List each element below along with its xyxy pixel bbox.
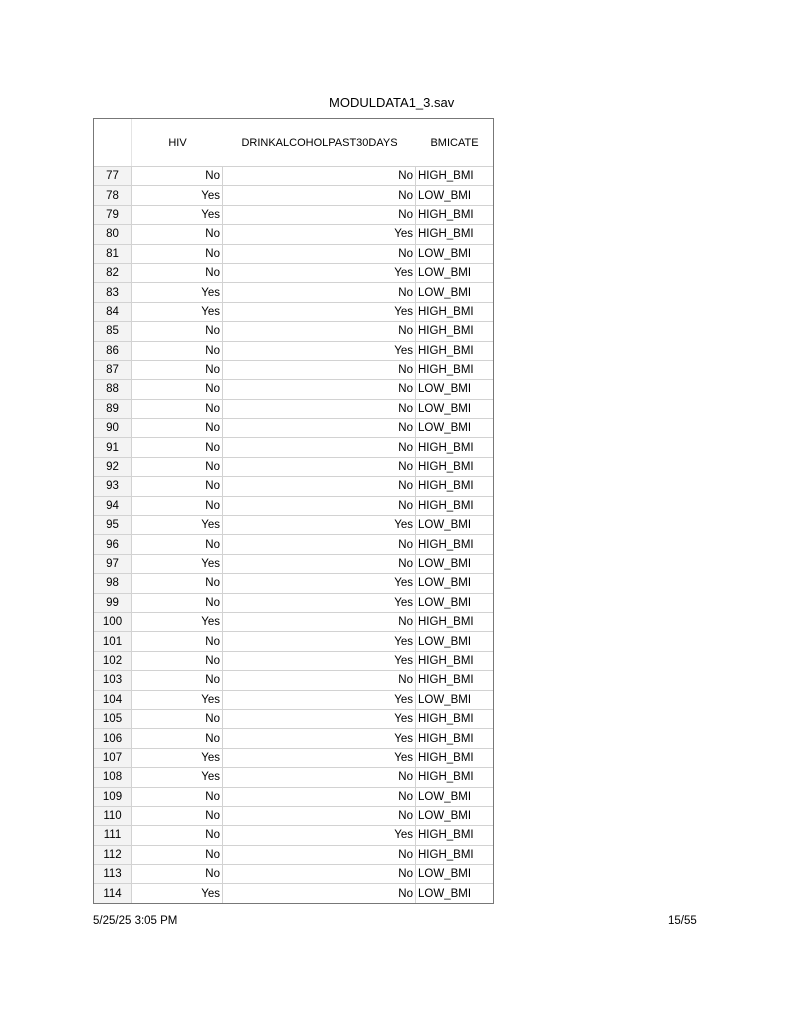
bmicate-cell: HIGH_BMI <box>418 461 474 474</box>
row-number-cell: 108 <box>94 768 132 786</box>
drinkalcohol-cell: No <box>223 555 416 573</box>
bmicate-cell: LOW_BMI <box>418 247 472 260</box>
drinkalcohol-cell: No <box>223 245 416 263</box>
row-number-cell: 85 <box>94 322 132 340</box>
drinkalcohol-cell: No <box>223 206 416 224</box>
table-header <box>94 119 493 166</box>
table-row <box>94 496 493 515</box>
row-number-cell: 86 <box>94 342 132 360</box>
hiv-cell: No <box>132 438 223 456</box>
table-row <box>94 709 493 728</box>
table-row <box>94 845 493 864</box>
hiv-cell: Yes <box>132 283 223 301</box>
hiv-cell: Yes <box>132 613 223 631</box>
row-number-cell: 94 <box>94 497 132 515</box>
table-row <box>94 748 493 767</box>
row-number-cell: 89 <box>94 400 132 418</box>
hiv-cell: No <box>132 322 223 340</box>
drinkalcohol-cell: No <box>223 186 416 204</box>
hiv-cell: No <box>132 865 223 883</box>
hiv-cell: Yes <box>132 768 223 786</box>
hiv-cell: Yes <box>132 555 223 573</box>
bmicate-cell: LOW_BMI <box>418 810 472 823</box>
drinkalcohol-cell: No <box>223 884 416 902</box>
hiv-cell: No <box>132 535 223 553</box>
bmicate-cell: LOW_BMI <box>418 383 472 396</box>
drinkalcohol-cell: Yes <box>223 342 416 360</box>
table-row <box>94 321 493 340</box>
bmicate-cell: HIGH_BMI <box>418 829 474 842</box>
table-row <box>94 399 493 418</box>
bmicate-cell: LOW_BMI <box>418 558 472 570</box>
bmicate-cell: LOW_BMI <box>418 286 472 299</box>
row-number-cell: 109 <box>94 788 132 806</box>
bmicate-cell: LOW_BMI <box>418 267 472 280</box>
drinkalcohol-cell: No <box>223 846 416 864</box>
hiv-cell: No <box>132 225 223 243</box>
table-row <box>94 534 493 553</box>
bmicate-cell: HIGH_BMI <box>418 713 474 726</box>
drinkalcohol-cell: Yes <box>223 710 416 728</box>
bmicate-cell: HIGH_BMI <box>418 654 474 667</box>
row-number-cell: 106 <box>94 729 132 747</box>
table-row <box>94 690 493 709</box>
table-row <box>94 554 493 573</box>
row-number-cell: 79 <box>94 206 132 224</box>
table-row <box>94 244 493 263</box>
hiv-cell: No <box>132 671 223 689</box>
row-number-cell: 100 <box>94 613 132 631</box>
table-row <box>94 224 493 243</box>
hiv-cell: No <box>132 807 223 825</box>
bmicate-cell: LOW_BMI <box>418 693 472 706</box>
table-row <box>94 806 493 825</box>
table-row <box>94 593 493 612</box>
bmicate-cell: LOW_BMI <box>418 868 472 881</box>
bmicate-cell: HIGH_BMI <box>418 674 474 687</box>
table-row <box>94 670 493 689</box>
bmicate-cell: HIGH_BMI <box>418 325 474 338</box>
drinkalcohol-cell: Yes <box>223 516 416 534</box>
hiv-cell: No <box>132 167 223 185</box>
table-row <box>94 418 493 437</box>
hiv-cell: No <box>132 729 223 747</box>
drinkalcohol-cell: No <box>223 865 416 883</box>
bmicate-cell: HIGH_BMI <box>418 441 474 454</box>
hiv-cell: No <box>132 826 223 844</box>
table-row <box>94 631 493 650</box>
bmicate-cell: HIGH_BMI <box>418 771 474 784</box>
bmicate-cell: HIGH_BMI <box>418 499 474 512</box>
bmicate-cell: LOW_BMI <box>418 189 472 202</box>
row-number-cell: 101 <box>94 632 132 650</box>
bmicate-cell: LOW_BMI <box>418 422 472 435</box>
hiv-cell: No <box>132 342 223 360</box>
bmicate-cell: HIGH_BMI <box>418 732 474 745</box>
table-row <box>94 651 493 670</box>
hiv-cell: No <box>132 419 223 437</box>
hiv-cell: No <box>132 400 223 418</box>
drinkalcohol-cell: No <box>223 438 416 456</box>
table-body <box>94 166 493 903</box>
table-row <box>94 282 493 301</box>
bmicate-cell: LOW_BMI <box>418 635 472 648</box>
header-cell-row-number <box>94 119 132 166</box>
drinkalcohol-cell: Yes <box>223 749 416 767</box>
row-number-cell: 84 <box>94 303 132 321</box>
row-number-cell: 102 <box>94 652 132 670</box>
header-cell-hiv: HIV <box>168 136 187 149</box>
table-row <box>94 476 493 495</box>
bmicate-cell: LOW_BMI <box>418 402 472 415</box>
header-cell-drinkalcoholpast30days: DRINKALCOHOLPAST30DAYS <box>241 136 398 149</box>
hiv-cell: No <box>132 574 223 592</box>
bmicate-cell: HIGH_BMI <box>418 480 474 493</box>
table-row <box>94 341 493 360</box>
drinkalcohol-cell: Yes <box>223 574 416 592</box>
hiv-cell: Yes <box>132 206 223 224</box>
table-row <box>94 205 493 224</box>
drinkalcohol-cell: No <box>223 380 416 398</box>
bmicate-cell: HIGH_BMI <box>418 616 474 629</box>
row-number-cell: 80 <box>94 225 132 243</box>
table-row <box>94 573 493 592</box>
row-number-cell: 91 <box>94 438 132 456</box>
row-number-cell: 93 <box>94 477 132 495</box>
table-row <box>94 728 493 747</box>
row-number-cell: 81 <box>94 245 132 263</box>
table-row <box>94 767 493 786</box>
row-number-cell: 114 <box>94 884 132 902</box>
bmicate-cell: LOW_BMI <box>418 887 472 900</box>
drinkalcohol-cell: No <box>223 613 416 631</box>
drinkalcohol-cell: Yes <box>223 729 416 747</box>
drinkalcohol-cell: Yes <box>223 826 416 844</box>
hiv-cell: No <box>132 497 223 515</box>
row-number-cell: 96 <box>94 535 132 553</box>
row-number-cell: 98 <box>94 574 132 592</box>
bmicate-cell: LOW_BMI <box>418 519 472 532</box>
drinkalcohol-cell: No <box>223 322 416 340</box>
drinkalcohol-cell: No <box>223 458 416 476</box>
row-number-cell: 103 <box>94 671 132 689</box>
table-row <box>94 457 493 476</box>
drinkalcohol-cell: No <box>223 167 416 185</box>
hiv-cell: No <box>132 264 223 282</box>
drinkalcohol-cell: No <box>223 768 416 786</box>
row-number-cell: 107 <box>94 749 132 767</box>
footer-datetime: 5/25/25 3:05 PM <box>93 915 178 927</box>
page-title: MODULDATA1_3.sav <box>329 95 455 110</box>
table-row <box>94 166 493 185</box>
data-table <box>93 118 494 904</box>
drinkalcohol-cell: No <box>223 361 416 379</box>
table-row <box>94 515 493 534</box>
table-row <box>94 185 493 204</box>
row-number-cell: 104 <box>94 691 132 709</box>
bmicate-cell: HIGH_BMI <box>418 228 474 241</box>
hiv-cell: No <box>132 477 223 495</box>
bmicate-cell: HIGH_BMI <box>418 170 474 183</box>
row-number-cell: 77 <box>94 167 132 185</box>
row-number-cell: 99 <box>94 594 132 612</box>
table-row <box>94 360 493 379</box>
row-number-cell: 110 <box>94 807 132 825</box>
row-number-cell: 113 <box>94 865 132 883</box>
hiv-cell: Yes <box>132 691 223 709</box>
bmicate-cell: HIGH_BMI <box>418 751 474 764</box>
row-number-cell: 97 <box>94 555 132 573</box>
row-number-cell: 87 <box>94 361 132 379</box>
hiv-cell: No <box>132 361 223 379</box>
drinkalcohol-cell: Yes <box>223 632 416 650</box>
header-cell-bmicate: BMICATE <box>430 136 479 149</box>
drinkalcohol-cell: No <box>223 788 416 806</box>
drinkalcohol-cell: No <box>223 477 416 495</box>
footer-page-number: 15/55 <box>668 915 697 927</box>
drinkalcohol-cell: No <box>223 535 416 553</box>
table-row <box>94 379 493 398</box>
drinkalcohol-cell: No <box>223 283 416 301</box>
bmicate-cell: HIGH_BMI <box>418 538 474 551</box>
bmicate-cell: HIGH_BMI <box>418 208 474 221</box>
table-row <box>94 302 493 321</box>
bmicate-cell: LOW_BMI <box>418 790 472 803</box>
bmicate-cell: HIGH_BMI <box>418 305 474 318</box>
row-number-cell: 90 <box>94 419 132 437</box>
hiv-cell: No <box>132 788 223 806</box>
hiv-cell: Yes <box>132 516 223 534</box>
hiv-cell: No <box>132 380 223 398</box>
drinkalcohol-cell: Yes <box>223 225 416 243</box>
row-number-cell: 83 <box>94 283 132 301</box>
drinkalcohol-cell: No <box>223 419 416 437</box>
row-number-cell: 78 <box>94 186 132 204</box>
hiv-cell: No <box>132 594 223 612</box>
row-number-cell: 92 <box>94 458 132 476</box>
drinkalcohol-cell: No <box>223 671 416 689</box>
table-row <box>94 437 493 456</box>
drinkalcohol-cell: No <box>223 807 416 825</box>
bmicate-cell: LOW_BMI <box>418 577 472 590</box>
row-number-cell: 105 <box>94 710 132 728</box>
hiv-cell: No <box>132 652 223 670</box>
table-row <box>94 883 493 902</box>
table-row <box>94 825 493 844</box>
hiv-cell: Yes <box>132 303 223 321</box>
drinkalcohol-cell: Yes <box>223 691 416 709</box>
table-row <box>94 612 493 631</box>
bmicate-cell: HIGH_BMI <box>418 364 474 377</box>
drinkalcohol-cell: Yes <box>223 594 416 612</box>
row-number-cell: 95 <box>94 516 132 534</box>
hiv-cell: No <box>132 458 223 476</box>
bmicate-cell: HIGH_BMI <box>418 344 474 357</box>
drinkalcohol-cell: Yes <box>223 303 416 321</box>
hiv-cell: No <box>132 710 223 728</box>
hiv-cell: Yes <box>132 884 223 902</box>
bmicate-cell: LOW_BMI <box>418 596 472 609</box>
table-row <box>94 787 493 806</box>
row-number-cell: 82 <box>94 264 132 282</box>
row-number-cell: 112 <box>94 846 132 864</box>
hiv-cell: No <box>132 632 223 650</box>
hiv-cell: Yes <box>132 749 223 767</box>
drinkalcohol-cell: No <box>223 400 416 418</box>
row-number-cell: 88 <box>94 380 132 398</box>
row-number-cell: 111 <box>94 826 132 844</box>
bmicate-cell: HIGH_BMI <box>418 848 474 861</box>
table-row <box>94 263 493 282</box>
hiv-cell: Yes <box>132 186 223 204</box>
drinkalcohol-cell: No <box>223 497 416 515</box>
drinkalcohol-cell: Yes <box>223 652 416 670</box>
hiv-cell: No <box>132 245 223 263</box>
table-row <box>94 864 493 883</box>
drinkalcohol-cell: Yes <box>223 264 416 282</box>
hiv-cell: No <box>132 846 223 864</box>
